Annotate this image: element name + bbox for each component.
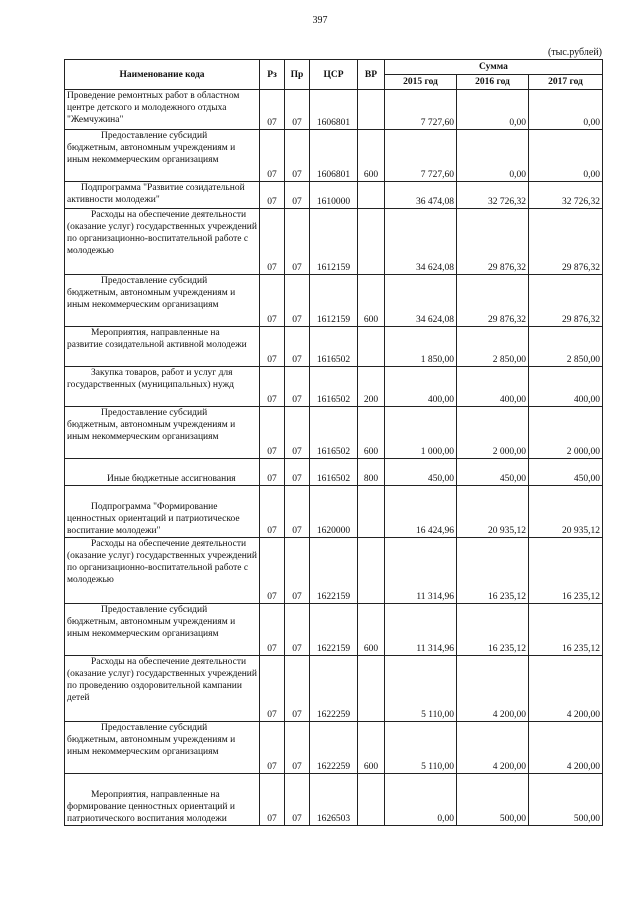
header-sum: Сумма [385, 60, 603, 75]
row-rz: 07 [260, 486, 285, 538]
row-vr: 200 [358, 367, 385, 407]
row-pr: 07 [285, 656, 310, 722]
row-csr: 1626503 [310, 774, 358, 826]
row-2016: 29 876,32 [457, 275, 529, 327]
table-row [65, 90, 603, 130]
row-name: Расходы на обеспечение деятельности (оказание услуг) государственных учреждений по проведению оздоровительной кампании детей [65, 656, 260, 722]
row-2015: 11 314,96 [385, 538, 457, 604]
unit-note: (тыс.рублей) [547, 47, 602, 58]
row-name: Мероприятия, направленные на развитие созидательной активной молодежи [65, 327, 260, 367]
row-rz: 07 [260, 407, 285, 459]
row-rz: 07 [260, 209, 285, 275]
row-vr [358, 656, 385, 722]
row-2017: 2 850,00 [529, 327, 603, 367]
header-name: Наименование кода [65, 60, 260, 90]
row-pr: 07 [285, 407, 310, 459]
row-pr: 07 [285, 367, 310, 407]
table-row [65, 130, 603, 182]
budget-table [64, 59, 603, 826]
row-pr: 07 [285, 275, 310, 327]
table-row [65, 486, 603, 538]
row-rz: 07 [260, 604, 285, 656]
row-rz: 07 [260, 90, 285, 130]
row-csr: 1622159 [310, 538, 358, 604]
row-2016: 2 850,00 [457, 327, 529, 367]
row-2016: 16 235,12 [457, 538, 529, 604]
row-2015: 36 474,08 [385, 182, 457, 209]
row-pr: 07 [285, 130, 310, 182]
header-2016: 2016 год [457, 75, 529, 90]
header-2017: 2017 год [529, 75, 603, 90]
row-vr [358, 774, 385, 826]
row-2017: 0,00 [529, 130, 603, 182]
row-name: Предоставление субсидий бюджетным, автономным учреждениям и иным некоммерческим организациям [65, 407, 260, 459]
row-rz: 07 [260, 538, 285, 604]
row-2016: 450,00 [457, 459, 529, 486]
row-2016: 16 235,12 [457, 604, 529, 656]
row-2015: 400,00 [385, 367, 457, 407]
row-2016: 20 935,12 [457, 486, 529, 538]
table-row [65, 367, 603, 407]
row-rz: 07 [260, 774, 285, 826]
row-2017: 2 000,00 [529, 407, 603, 459]
row-csr: 1622259 [310, 656, 358, 722]
row-2015: 1 850,00 [385, 327, 457, 367]
row-2017: 16 235,12 [529, 604, 603, 656]
row-pr: 07 [285, 604, 310, 656]
row-csr: 1612159 [310, 209, 358, 275]
row-pr: 07 [285, 459, 310, 486]
row-2017: 0,00 [529, 90, 603, 130]
row-2015: 450,00 [385, 459, 457, 486]
row-name: Проведение ремонтных работ в областном центре детского и молодежного отдыха "Жемчужина" [65, 90, 260, 130]
table-row [65, 538, 603, 604]
row-pr: 07 [285, 209, 310, 275]
row-2017: 500,00 [529, 774, 603, 826]
row-2016: 500,00 [457, 774, 529, 826]
row-name: Мероприятия, направленные на формирование ценностных ориентаций и патриотического воспитания молодежи [65, 774, 260, 826]
row-pr: 07 [285, 182, 310, 209]
row-vr [358, 486, 385, 538]
row-vr: 600 [358, 722, 385, 774]
row-pr: 07 [285, 327, 310, 367]
header-vr: ВР [358, 60, 385, 90]
row-2015: 1 000,00 [385, 407, 457, 459]
row-csr: 1616502 [310, 367, 358, 407]
header-row [65, 60, 603, 75]
row-2016: 0,00 [457, 90, 529, 130]
table-row [65, 209, 603, 275]
row-name: Предоставление субсидий бюджетным, автономным учреждениям и иным некоммерческим организациям [65, 722, 260, 774]
row-2016: 400,00 [457, 367, 529, 407]
row-2017: 16 235,12 [529, 538, 603, 604]
row-vr: 600 [358, 407, 385, 459]
row-vr: 600 [358, 604, 385, 656]
row-2015: 7 727,60 [385, 90, 457, 130]
row-csr: 1616502 [310, 459, 358, 486]
table-row [65, 327, 603, 367]
row-csr: 1606801 [310, 130, 358, 182]
table-row [65, 774, 603, 826]
row-vr [358, 327, 385, 367]
row-name: Предоставление субсидий бюджетным, автономным учреждениям и иным некоммерческим организациям [65, 275, 260, 327]
row-csr: 1622259 [310, 722, 358, 774]
page-number: 397 [312, 15, 328, 26]
row-2015: 5 110,00 [385, 656, 457, 722]
row-name: Подпрограмма "Формирование ценностных ориентаций и патриотическое воспитание молодежи" [65, 486, 260, 538]
row-2015: 7 727,60 [385, 130, 457, 182]
row-rz: 07 [260, 722, 285, 774]
row-name: Расходы на обеспечение деятельности (оказание услуг) государственных учреждений по организационно-воспитательной работе с молодежью [65, 538, 260, 604]
row-2016: 4 200,00 [457, 722, 529, 774]
table-row [65, 182, 603, 209]
row-2016: 29 876,32 [457, 209, 529, 275]
table-row [65, 656, 603, 722]
row-rz: 07 [260, 182, 285, 209]
row-2017: 450,00 [529, 459, 603, 486]
row-2015: 34 624,08 [385, 275, 457, 327]
row-2015: 16 424,96 [385, 486, 457, 538]
table-row [65, 275, 603, 327]
header-2015: 2015 год [385, 75, 457, 90]
row-vr [358, 182, 385, 209]
row-rz: 07 [260, 327, 285, 367]
row-vr [358, 90, 385, 130]
row-name: Предоставление субсидий бюджетным, автономным учреждениям и иным некоммерческим организациям [65, 604, 260, 656]
row-pr: 07 [285, 774, 310, 826]
row-2016: 4 200,00 [457, 656, 529, 722]
row-rz: 07 [260, 459, 285, 486]
row-2015: 0,00 [385, 774, 457, 826]
row-pr: 07 [285, 90, 310, 130]
table-row [65, 407, 603, 459]
row-pr: 07 [285, 538, 310, 604]
header-pr: Пр [285, 60, 310, 90]
row-2015: 34 624,08 [385, 209, 457, 275]
row-rz: 07 [260, 656, 285, 722]
row-2017: 29 876,32 [529, 275, 603, 327]
row-2017: 20 935,12 [529, 486, 603, 538]
row-csr: 1620000 [310, 486, 358, 538]
row-vr: 800 [358, 459, 385, 486]
row-2017: 4 200,00 [529, 722, 603, 774]
row-csr: 1610000 [310, 182, 358, 209]
row-rz: 07 [260, 275, 285, 327]
row-name: Закупка товаров, работ и услуг для государственных (муниципальных) нужд [65, 367, 260, 407]
row-vr [358, 209, 385, 275]
row-name: Иные бюджетные ассигнования [65, 459, 260, 486]
row-2017: 32 726,32 [529, 182, 603, 209]
row-2017: 400,00 [529, 367, 603, 407]
row-2017: 29 876,32 [529, 209, 603, 275]
header-rz: Рз [260, 60, 285, 90]
row-rz: 07 [260, 367, 285, 407]
row-vr: 600 [358, 275, 385, 327]
row-name: Предоставление субсидий бюджетным, автономным учреждениям и иным некоммерческим организациям [65, 130, 260, 182]
row-2016: 32 726,32 [457, 182, 529, 209]
row-csr: 1622159 [310, 604, 358, 656]
row-2017: 4 200,00 [529, 656, 603, 722]
row-csr: 1616502 [310, 327, 358, 367]
row-2016: 0,00 [457, 130, 529, 182]
row-csr: 1606801 [310, 90, 358, 130]
table-row [65, 722, 603, 774]
row-2015: 5 110,00 [385, 722, 457, 774]
row-pr: 07 [285, 486, 310, 538]
row-csr: 1616502 [310, 407, 358, 459]
row-name: Подпрограмма "Развитие созидательной активности молодежи" [65, 182, 260, 209]
table-row [65, 459, 603, 486]
header-csr: ЦСР [310, 60, 358, 90]
table-row [65, 604, 603, 656]
row-csr: 1612159 [310, 275, 358, 327]
row-vr: 600 [358, 130, 385, 182]
row-pr: 07 [285, 722, 310, 774]
row-2015: 11 314,96 [385, 604, 457, 656]
row-vr [358, 538, 385, 604]
row-name: Расходы на обеспечение деятельности (оказание услуг) государственных учреждений по организационно-воспитательной работе с молодежью [65, 209, 260, 275]
row-rz: 07 [260, 130, 285, 182]
row-2016: 2 000,00 [457, 407, 529, 459]
